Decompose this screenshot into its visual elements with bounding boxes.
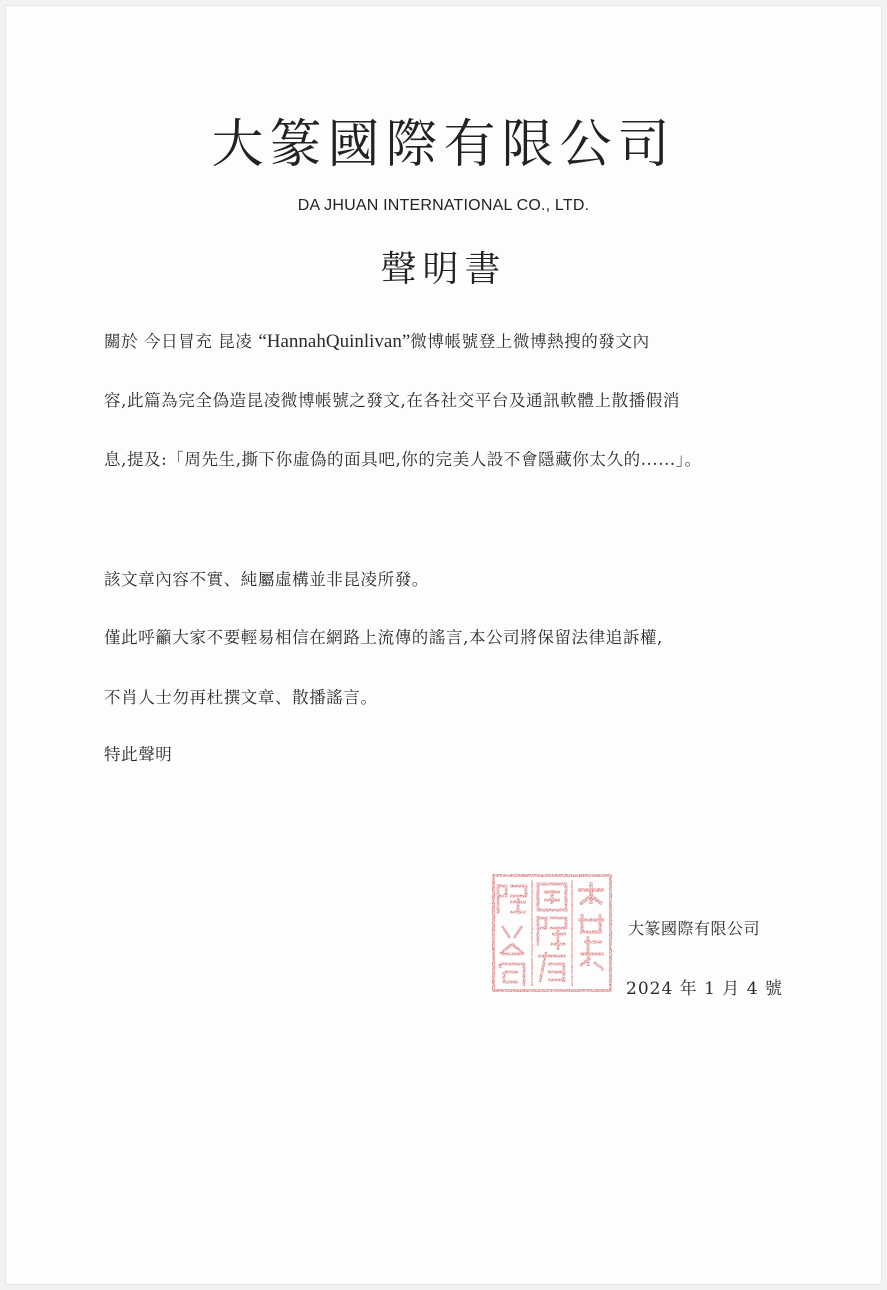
paragraph-false-content: 該文章內容不實、純屬虛構並非昆凌所發。 xyxy=(104,570,429,589)
paragraph-appeal: 僅此呼籲大家不要輕易相信在網路上流傳的謠言,本公司將保留法律追訴權, xyxy=(104,628,663,647)
paragraph-warning: 不肖人士勿再杜撰文章、散播謠言。 xyxy=(104,688,378,707)
body-line-2: 容,此篇為完全偽造昆凌微博帳號之發文,在各社交平台及通訊軟體上散播假消 xyxy=(104,391,680,410)
company-seal-icon xyxy=(488,870,616,996)
signature-company: 大篆國際有限公司 xyxy=(628,919,761,938)
closing-statement: 特此聲明 xyxy=(104,745,173,764)
body-line-1 xyxy=(104,328,650,353)
document-title: 聲明書 xyxy=(380,249,507,290)
company-name-chinese: 大篆國際有限公司 xyxy=(211,115,676,175)
company-name-english: DA JHUAN INTERNATIONAL CO., LTD. xyxy=(297,197,590,214)
body-line-1-part-a: 關於 今日冒充 昆凌 xyxy=(104,332,259,351)
account-name: “HannahQuinlivan” xyxy=(258,331,411,352)
signature-date: 2024 年 1 月 4 號 xyxy=(626,979,783,999)
body-line-1-part-c: 微博帳號登上微博熱搜的發文內 xyxy=(410,332,650,351)
body-line-3: 息,提及:「周先生,撕下你虛偽的面具吧,你的完美人設不會隱藏你太久的......」。 xyxy=(104,450,702,469)
